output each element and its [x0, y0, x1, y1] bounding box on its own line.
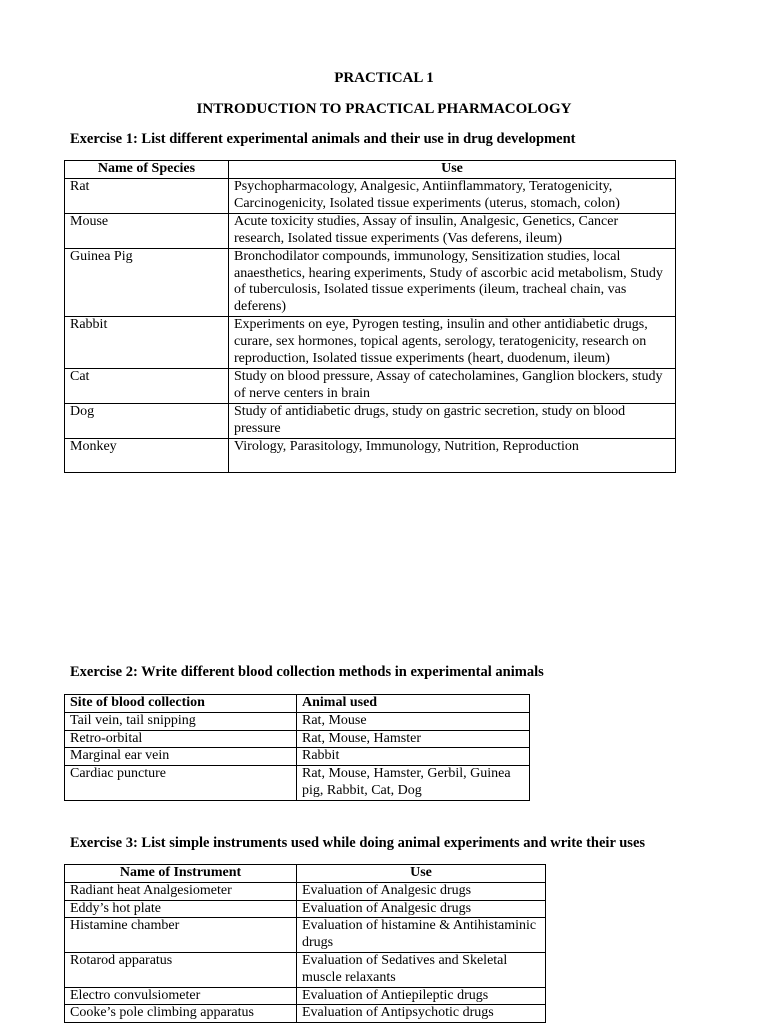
instrument-cell: Histamine chamber — [65, 918, 297, 953]
site-cell: Marginal ear vein — [65, 748, 297, 766]
instrument-cell: Radiant heat Analgesiometer — [65, 882, 297, 900]
use-cell: Evaluation of Antiepileptic drugs — [297, 987, 546, 1005]
table-row — [65, 438, 676, 472]
instrument-cell: Electro convulsiometer — [65, 987, 297, 1005]
site-cell: Retro-orbital — [65, 730, 297, 748]
table-row — [65, 748, 530, 766]
species-cell: Cat — [65, 368, 229, 403]
species-use-table — [64, 160, 676, 473]
use-cell: Evaluation of Analgesic drugs — [297, 882, 546, 900]
use-cell: Experiments on eye, Pyrogen testing, insulin and other antidiabetic drugs, curare, sex hormones, topical agents, serology, teratogenicity, research on reproduction, Isolated tissue experiments (heart, duodenum, ileum) — [229, 316, 676, 368]
site-cell: Tail vein, tail snipping — [65, 712, 297, 730]
species-cell: Mouse — [65, 213, 229, 248]
instrument-cell: Eddy’s hot plate — [65, 900, 297, 918]
table-row — [65, 403, 676, 438]
species-cell: Monkey — [65, 438, 229, 472]
use-cell: Evaluation of Analgesic drugs — [297, 900, 546, 918]
table-row — [65, 178, 676, 213]
use-cell: Study on blood pressure, Assay of catecholamines, Ganglion blockers, study of nerve centers in brain — [229, 368, 676, 403]
exercise2-heading: Exercise 2: Write different blood collection methods in experimental animals — [70, 664, 544, 680]
table-header-row — [65, 865, 546, 883]
table-row — [65, 987, 546, 1005]
table-row — [65, 900, 546, 918]
table-row — [65, 952, 546, 987]
exercise3-heading: Exercise 3: List simple instruments used while doing animal experiments and write their uses — [70, 835, 646, 851]
use-cell: Acute toxicity studies, Assay of insulin, Analgesic, Genetics, Cancer research, Isolated tissue experiments (Vas deferens, ileum) — [229, 213, 676, 248]
column-header-use: Use — [229, 161, 676, 179]
page-title: PRACTICAL 1 — [334, 70, 434, 86]
table-row — [65, 712, 530, 730]
table-row — [65, 1005, 546, 1023]
instruments-table — [64, 864, 546, 1023]
column-header-use: Use — [297, 865, 546, 883]
table-header-row — [65, 161, 676, 179]
animal-cell: Rabbit — [297, 748, 530, 766]
use-cell: Study of antidiabetic drugs, study on gastric secretion, study on blood pressure — [229, 403, 676, 438]
animal-cell: Rat, Mouse, Hamster — [297, 730, 530, 748]
table-row — [65, 918, 546, 953]
use-cell: Virology, Parasitology, Immunology, Nutrition, Reproduction — [229, 438, 676, 472]
use-cell: Evaluation of histamine & Antihistaminic drugs — [297, 918, 546, 953]
table-row — [65, 882, 546, 900]
table-row — [65, 766, 530, 801]
species-cell: Guinea Pig — [65, 248, 229, 316]
species-cell: Rabbit — [65, 316, 229, 368]
species-cell: Rat — [65, 178, 229, 213]
use-cell: Evaluation of Antipsychotic drugs — [297, 1005, 546, 1023]
table-row — [65, 316, 676, 368]
use-cell: Bronchodilator compounds, immunology, Sensitization studies, local anaesthetics, hearing experiments, Study of ascorbic acid metabolism, Study of tuberculosis, Isolated tissue experiments (ileum, tracheal chain, vas deferens) — [229, 248, 676, 316]
table-header-row — [65, 695, 530, 713]
column-header-site: Site of blood collection — [65, 695, 297, 713]
blood-collection-table — [64, 694, 530, 801]
animal-cell: Rat, Mouse — [297, 712, 530, 730]
use-cell: Evaluation of Sedatives and Skeletal muscle relaxants — [297, 952, 546, 987]
animal-cell: Rat, Mouse, Hamster, Gerbil, Guinea pig, Rabbit, Cat, Dog — [297, 766, 530, 801]
table-row — [65, 213, 676, 248]
exercise1-heading: Exercise 1: List different experimental animals and their use in drug development — [70, 131, 576, 147]
column-header-animal: Animal used — [297, 695, 530, 713]
instrument-cell: Cooke’s pole climbing apparatus — [65, 1005, 297, 1023]
table-row — [65, 730, 530, 748]
table-row — [65, 368, 676, 403]
table-row — [65, 248, 676, 316]
site-cell: Cardiac puncture — [65, 766, 297, 801]
use-cell: Psychopharmacology, Analgesic, Antiinflammatory, Teratogenicity, Carcinogenicity, Isolated tissue experiments (uterus, stomach, colon) — [229, 178, 676, 213]
instrument-cell: Rotarod apparatus — [65, 952, 297, 987]
column-header-instrument: Name of Instrument — [65, 865, 297, 883]
species-cell: Dog — [65, 403, 229, 438]
column-header-species: Name of Species — [65, 161, 229, 179]
page-subtitle: INTRODUCTION TO PRACTICAL PHARMACOLOGY — [196, 101, 572, 117]
